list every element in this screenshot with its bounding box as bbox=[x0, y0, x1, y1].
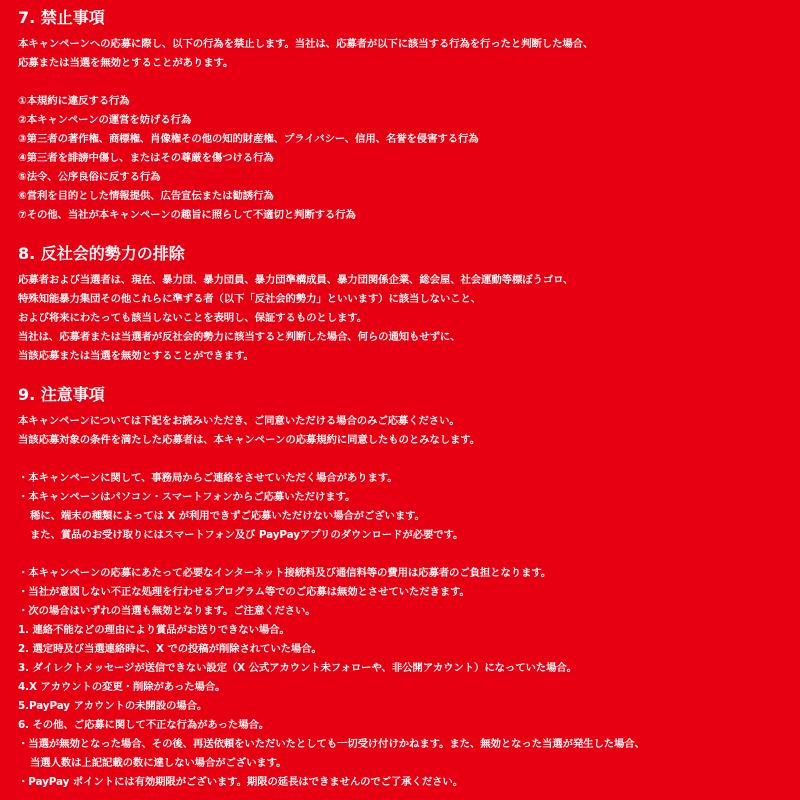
section-notes bbox=[18, 385, 790, 792]
section-title: 9. 注意事項 bbox=[18, 385, 105, 404]
text-line: 当該応募または当選を無効とすることができます。 bbox=[18, 350, 254, 362]
text-line: および将来にわたっても該当しないことを表明し、保証するものとします。 bbox=[18, 312, 368, 324]
text-line: 特殊知能暴力集団その他これらに準ずる者（以下「反社会的勢力」といいます）に該当しないこと、 bbox=[18, 293, 482, 305]
section-prohibited-acts bbox=[18, 8, 790, 225]
bullet-item: ・当選が無効となった場合、その後、再送依頼をいただいたとしても一切受け付けかねます。また、無効となった当選が発生した場合、 bbox=[18, 738, 645, 750]
text-line: 本キャンペーンへの応募に際し、以下の行為を禁止します。当社は、応募者が以下に該当する行為を行ったと判断した場合、 bbox=[18, 38, 594, 50]
text-line: 本キャンペーンについては下記をお読みいただき、ご同意いただける場合のみご応募ください。 bbox=[18, 415, 460, 427]
numbered-item: 6. その他、ご応募に関して不正な行為があった場合。 bbox=[18, 719, 270, 731]
section-body bbox=[18, 35, 790, 225]
section-title: 8. 反社会的勢力の排除 bbox=[18, 244, 185, 263]
bullet-item: ・次の場合はいずれの当選も無効となります。ご注意ください。 bbox=[18, 605, 316, 617]
bullet-continuation: また、賞品のお受け取りにはスマートフォン及び PayPayアプリのダウンロードが必要です。 bbox=[30, 529, 464, 541]
numbered-item: 3. ダイレクトメッセージが送信できない設定（X 公式アカウント未フォローや、非公開アカウント）になっていた場合。 bbox=[18, 662, 577, 674]
bullet-item: ・PayPay ポイントには有効期限がございます。期限の延長はできませんのでご了承ください。 bbox=[18, 776, 464, 788]
bullet-continuation: 稀に、端末の種類によっては X が利用できずご応募いただけない場合がございます。 bbox=[30, 510, 425, 522]
section-body bbox=[18, 271, 790, 366]
text-line: 当社は、応募者または当選者が反社会的勢力に該当すると判断した場合、何らの通知もせずに、 bbox=[18, 331, 461, 343]
section-body bbox=[18, 412, 790, 792]
text-line: 応募または当選を無効とすることがあります。 bbox=[18, 57, 234, 69]
numbered-item: 4.X アカウントの変更・削除があった場合。 bbox=[18, 681, 226, 693]
numbered-item: 5.PayPay アカウントの未開設の場合。 bbox=[18, 700, 208, 712]
list-item: ①本規約に違反する行為 bbox=[18, 95, 130, 107]
section-antisocial-exclusion bbox=[18, 244, 790, 366]
bullet-continuation: 当選人数は上記記載の数に達しない場合がございます。 bbox=[30, 757, 287, 769]
blank-line bbox=[18, 545, 790, 564]
bullet-item: ・当社が意図しない不正な処理を行わせるプログラム等でのご応募は無効とさせていただきます。 bbox=[18, 586, 470, 598]
list-item: ⑦その他、当社が本キャンペーンの趣旨に照らして不適切と判断する行為 bbox=[18, 209, 356, 221]
list-item: ⑥営利を目的とした情報提供、広告宣伝または勧誘行為 bbox=[18, 190, 274, 202]
blank-line bbox=[18, 450, 790, 469]
list-item: ②本キャンペーンの運営を妨げる行為 bbox=[18, 114, 192, 126]
bullet-item: ・本キャンペーンに関して、事務局からご連絡をさせていただく場合があります。 bbox=[18, 472, 398, 484]
numbered-item: 2. 選定時及び当選連絡時に、X での投稿が削除されていた場合。 bbox=[18, 643, 322, 655]
list-item: ③第三者の著作権、商標権、肖像権その他の知的財産権、プライバシー、信用、名誉を侵害する行為 bbox=[18, 133, 479, 145]
text-line: 応募者および当選者は、現在、暴力団、暴力団員、暴力団準構成員、暴力団関係企業、総会屋、社会運動等標ぼうゴロ、 bbox=[18, 274, 574, 286]
bullet-item: ・本キャンペーンの応募にあたって必要なインターネット接続料及び通信料等の費用は応募者のご負担となります。 bbox=[18, 567, 552, 579]
list-item: ④第三者を誹謗中傷し、またはその尊厳を傷つける行為 bbox=[18, 152, 274, 164]
section-title: 7. 禁止事項 bbox=[18, 8, 105, 27]
list-item: ⑤法令、公序良俗に反する行為 bbox=[18, 171, 161, 183]
numbered-item: 1. 連絡不能などの理由により賞品がお送りできない場合。 bbox=[18, 624, 290, 636]
text-line: 当該応募対象の条件を満たした応募者は、本キャンペーンの応募規約に同意したものとみなします。 bbox=[18, 434, 481, 446]
blank-line bbox=[18, 73, 790, 92]
bullet-item: ・本キャンペーンはパソコン・スマートフォンからご応募いただけます。 bbox=[18, 491, 356, 503]
